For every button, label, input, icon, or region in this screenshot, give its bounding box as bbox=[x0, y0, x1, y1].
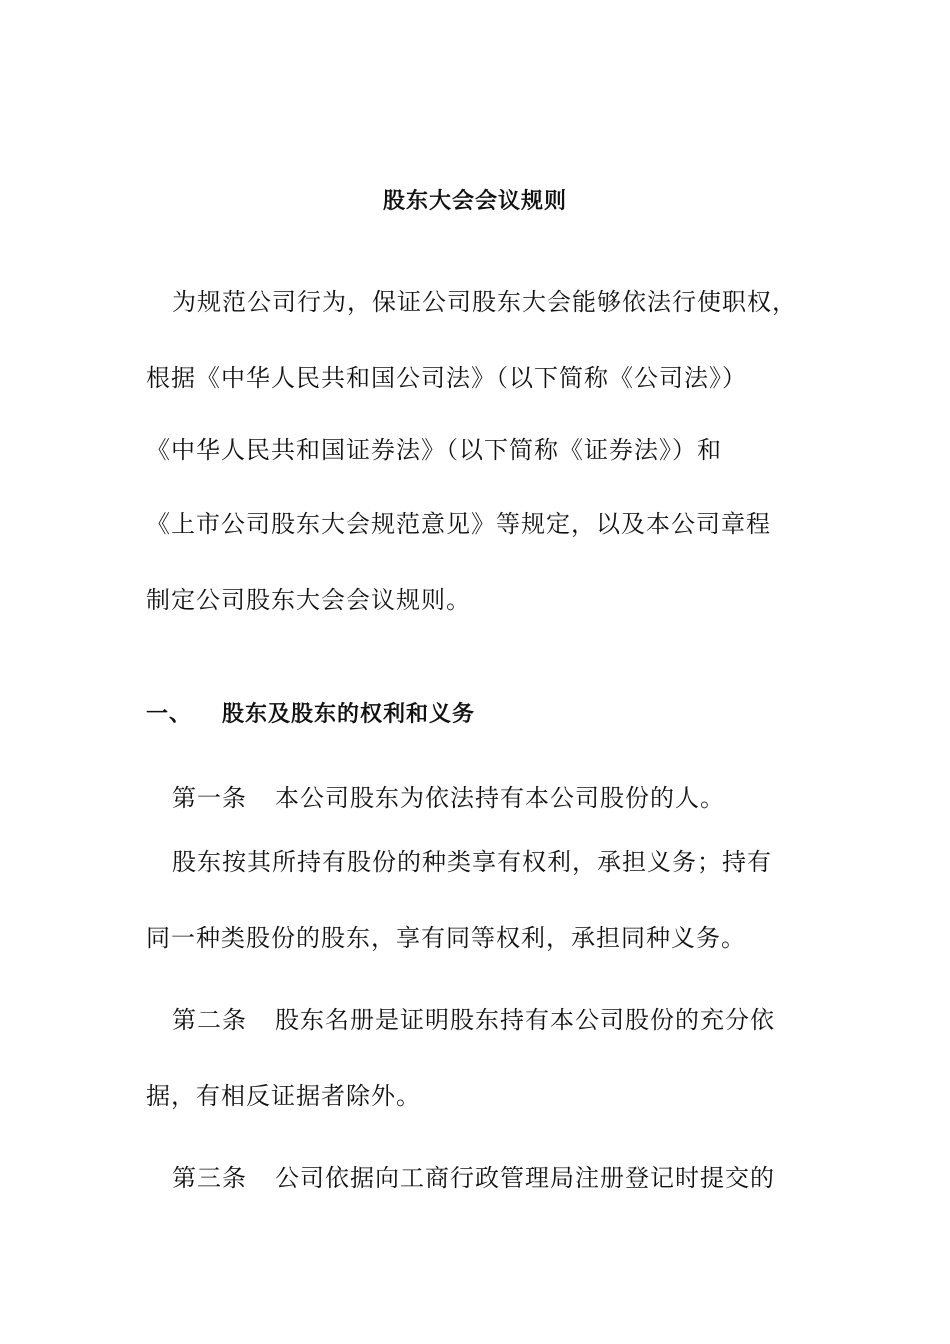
article-2-continuation: 据，有相反证据者除外。 bbox=[146, 1082, 421, 1110]
article-2-text: 股东名册是证明股东持有本公司股份的充分依 bbox=[275, 1006, 775, 1034]
article-1-paragraph-2-line-1: 股东按其所持有股份的种类享有权利，承担义务；持有 bbox=[172, 848, 772, 876]
article-2 bbox=[172, 1004, 775, 1036]
article-1-label: 第一条 bbox=[172, 784, 247, 812]
document-title: 股东大会会议规则 bbox=[382, 188, 567, 214]
article-2-label: 第二条 bbox=[172, 1006, 247, 1034]
article-3 bbox=[172, 1162, 775, 1194]
article-1-text: 本公司股东为依法持有本公司股份的人。 bbox=[275, 784, 725, 812]
section-number: 一、 bbox=[146, 701, 193, 727]
preamble-line-5: 制定公司股东大会会议规则。 bbox=[146, 586, 471, 614]
section-heading-1 bbox=[146, 698, 475, 730]
preamble-line-1: 为规范公司行为，保证公司股东大会能够依法行使职权， bbox=[172, 288, 797, 316]
article-1-paragraph-2-line-2: 同一种类股份的股东，享有同等权利，承担同种义务。 bbox=[146, 924, 746, 952]
article-1 bbox=[172, 782, 725, 814]
preamble-line-2: 根据《中华人民共和国公司法》（以下简称《公司法》） bbox=[146, 364, 747, 392]
section-title: 股东及股东的权利和义务 bbox=[222, 701, 476, 727]
preamble-line-3: 《中华人民共和国证券法》（以下简称《证券法》）和 bbox=[146, 436, 722, 464]
article-3-label: 第三条 bbox=[172, 1164, 247, 1192]
preamble-line-4: 《上市公司股东大会规范意见》等规定，以及本公司章程 bbox=[146, 510, 771, 538]
article-3-text: 公司依据向工商行政管理局注册登记时提交的 bbox=[275, 1164, 775, 1192]
